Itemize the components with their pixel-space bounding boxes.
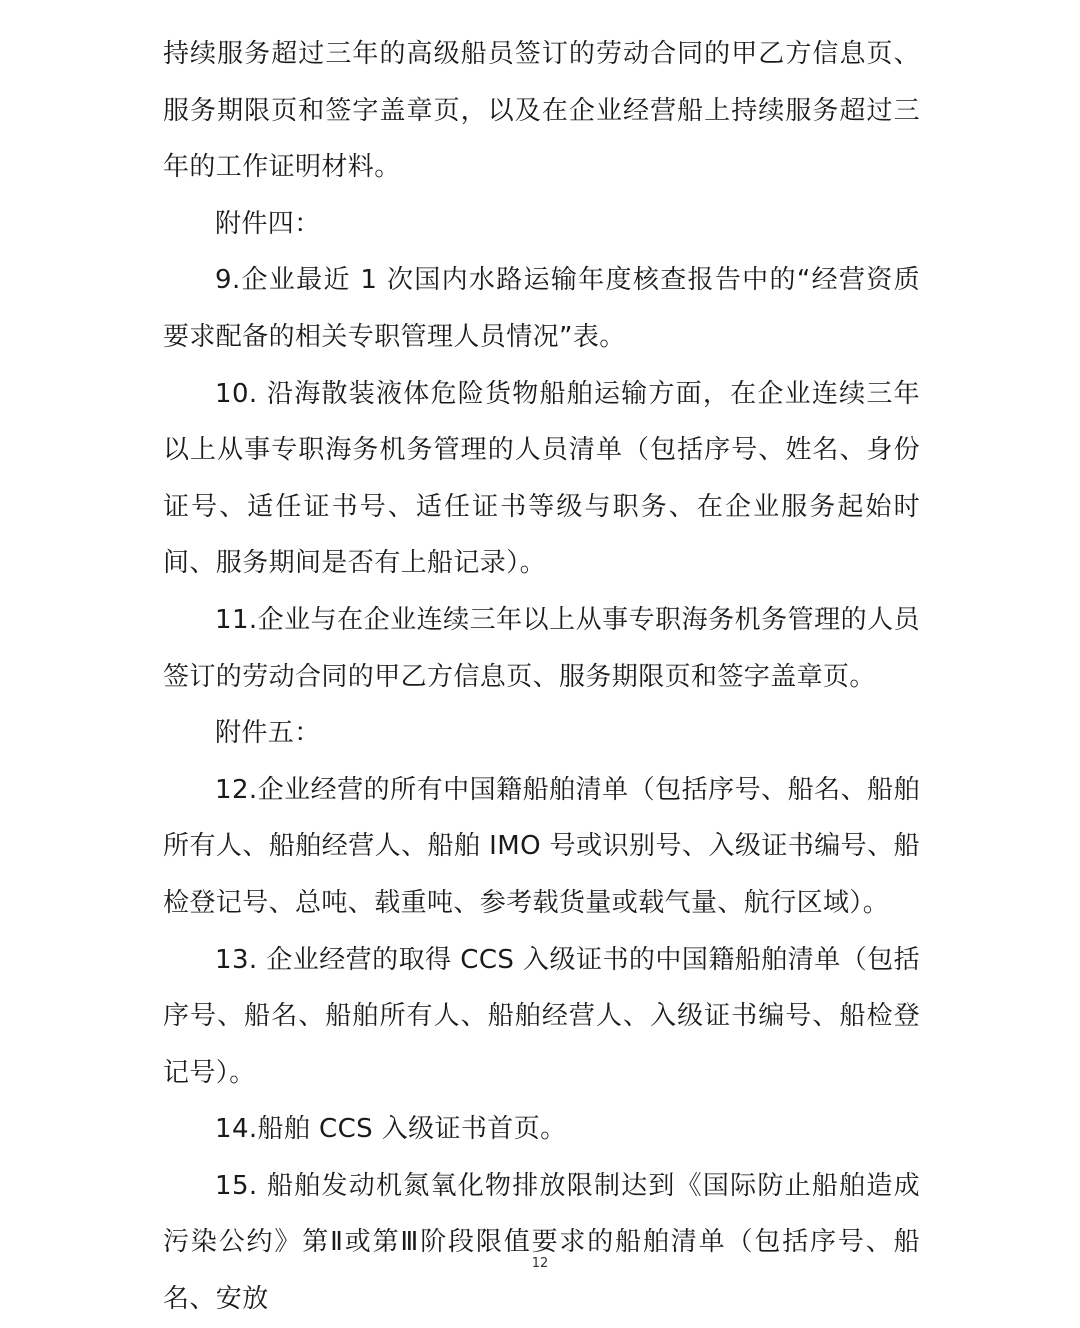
document-body	[163, 26, 920, 1328]
paragraph-item-15: 15. 船舶发动机氮氧化物排放限制达到《国际防止船舶造成污染公约》第Ⅱ或第Ⅲ阶段限值要求的船舶清单（包括序号、船名、安放	[163, 1170, 920, 1315]
paragraph-item-13: 13. 企业经营的取得 CCS 入级证书的中国籍船舶清单（包括序号、船名、船舶所有人、船舶经营人、入级证书编号、船检登记号）。	[163, 944, 920, 1088]
heading-attachment-5: 附件五：	[215, 718, 321, 749]
paragraph-item-14: 14.船舶 CCS 入级证书首页。	[215, 1114, 567, 1145]
paragraph-item-9: 9.企业最近 1 次国内水路运输年度核查报告中的“经营资质要求配备的相关专职管理人员情况”表。	[163, 265, 920, 352]
paragraph-item-10: 10. 沿海散装液体危险货物船舶运输方面，在企业连续三年以上从事专职海务机务管理的人员清单（包括序号、姓名、身份证号、适任证书号、适任证书等级与职务、在企业服务起始时间、服务期间是否有上船记录）。	[163, 378, 920, 579]
paragraph-item-11: 11.企业与在企业连续三年以上从事专职海务机务管理的人员签订的劳动合同的甲乙方信息页、服务期限页和签字盖章页。	[163, 604, 920, 692]
paragraph-item-12: 12.企业经营的所有中国籍船舶清单（包括序号、船名、船舶所有人、船舶经营人、船舶 IMO 号或识别号、入级证书编号、船检登记号、总吨、载重吨、参考载货量或载气量、航行区域）。	[163, 774, 920, 918]
paragraph-continuation: 持续服务超过三年的高级船员签订的劳动合同的甲乙方信息页、服务期限页和签字盖章页，以及在企业经营船上持续服务超过三年的工作证明材料。	[163, 39, 920, 183]
heading-attachment-4: 附件四：	[215, 208, 321, 239]
page-number: 12	[531, 1256, 549, 1271]
